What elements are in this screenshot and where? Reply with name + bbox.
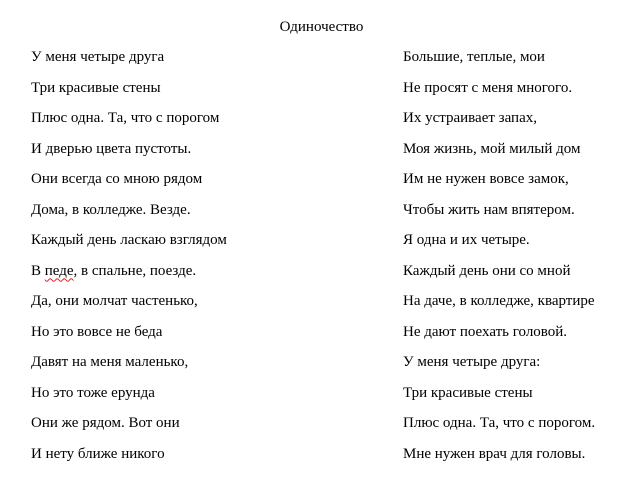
poem-line-start: В bbox=[31, 262, 42, 279]
poem-line: Они же рядом. Вот они bbox=[31, 415, 180, 431]
poem-line: И дверью цвета пустоты. bbox=[31, 140, 192, 157]
poem-line: Не просят с меня многого. bbox=[403, 79, 573, 96]
poem-line-end: , в спальне, поезде. bbox=[73, 262, 197, 279]
poem-line: Три красивые стены bbox=[403, 384, 533, 401]
poem-line: Каждый день они со мной bbox=[403, 262, 571, 279]
poem-line: Да, они молчат частенько, bbox=[31, 293, 198, 309]
poem-line: У меня четыре друга: bbox=[403, 354, 541, 370]
poem-line: Давят на меня маленько, bbox=[31, 354, 189, 370]
poem-line: Три красивые стены bbox=[31, 79, 161, 96]
poem-line: И нету ближе никого bbox=[31, 445, 165, 462]
poem-line: У меня четыре друга bbox=[31, 49, 165, 65]
poem-right-column bbox=[403, 47, 638, 474]
spellcheck-flagged-word[interactable]: педе bbox=[44, 262, 74, 279]
poem-line: На даче, в колледже, квартире bbox=[403, 293, 595, 309]
poem-title: Одиночество bbox=[279, 19, 364, 35]
poem-line: Я одна и их четыре. bbox=[403, 232, 530, 248]
poem-left-column bbox=[31, 47, 371, 474]
poem-line: Им не нужен вовсе замок, bbox=[403, 171, 569, 187]
poem-line: Плюс одна. Та, что с порогом. bbox=[403, 415, 596, 431]
poem-line: Они всегда со мною рядом bbox=[31, 171, 203, 187]
poem-line: Не дают поехать головой. bbox=[403, 323, 568, 340]
poem-line: Каждый день ласкаю взглядом bbox=[31, 232, 227, 248]
poem-line: Но это вовсе не беда bbox=[31, 323, 163, 340]
poem-line bbox=[31, 261, 371, 292]
poem-line: Чтобы жить нам впятером. bbox=[403, 201, 575, 218]
poem-line: Мне нужен врач для головы. bbox=[403, 445, 586, 462]
poem-line: Дома, в колледже. Везде. bbox=[31, 201, 191, 218]
poem-line: Их устраивает запах, bbox=[403, 110, 537, 126]
poem-line: Моя жизнь, мой милый дом bbox=[403, 140, 581, 157]
poem-line: Большие, теплые, мои bbox=[403, 49, 545, 65]
poem-line: Но это тоже ерунда bbox=[31, 384, 155, 401]
poem-line: Плюс одна. Та, что с порогом bbox=[31, 110, 220, 126]
